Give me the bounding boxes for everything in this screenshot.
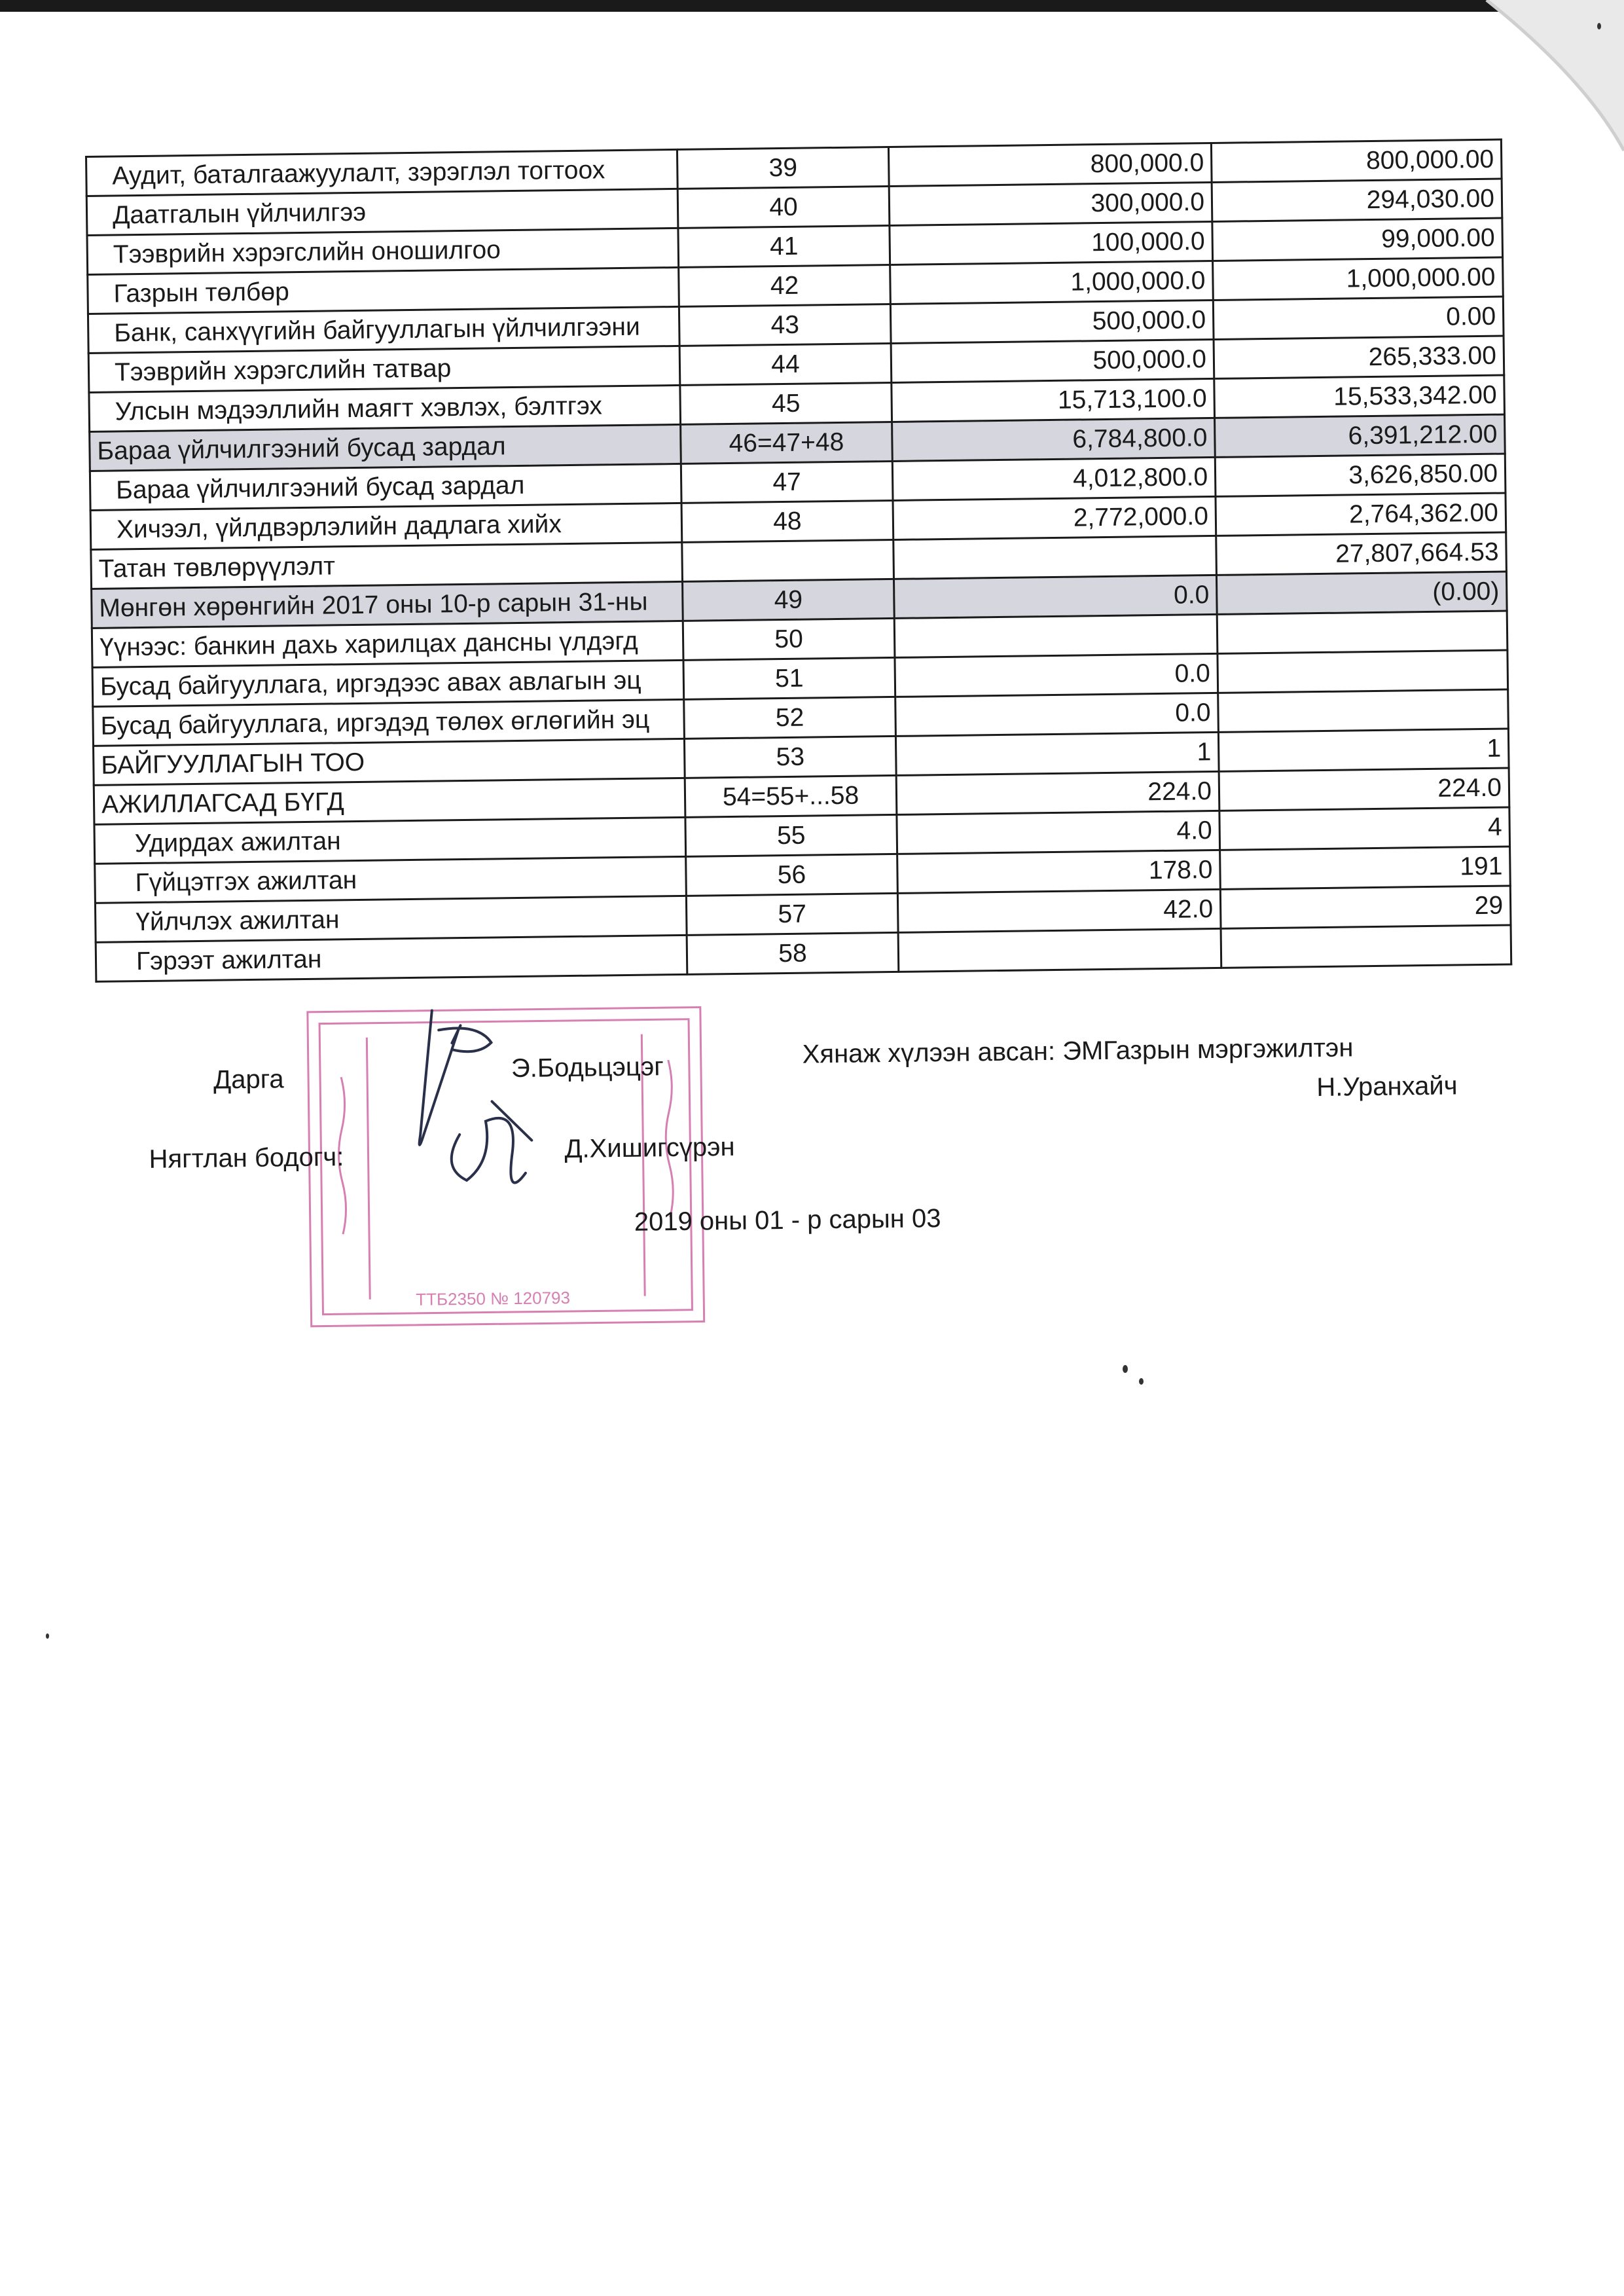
row-code [679, 343, 892, 385]
row-actual-value-text: 15,533,342.00 [1333, 380, 1497, 411]
row-name [87, 228, 679, 274]
row-actual-value-text: 1 [1487, 734, 1502, 763]
head-name: Э.Бодьцэцэг [511, 1052, 664, 1084]
scan-speck [1123, 1365, 1128, 1373]
scan-speck [1597, 23, 1601, 29]
row-plan-value [895, 693, 1219, 736]
row-actual-value [1221, 925, 1511, 968]
row-plan-value [894, 614, 1218, 657]
row-name [92, 581, 683, 628]
row-code [685, 775, 897, 817]
row-actual-value-text: 191 [1460, 852, 1503, 881]
row-code [678, 225, 890, 267]
row-name-text: Мөнгөн хөрөнгийн 2017 оны 10-р сарын 31-ны [99, 587, 648, 623]
row-plan-value-text: 1,000,000.0 [1070, 266, 1206, 297]
row-name [86, 189, 678, 235]
row-actual-value [1213, 297, 1504, 339]
row-actual-value [1216, 572, 1507, 614]
row-code-text: 55 [776, 821, 806, 850]
row-code [685, 814, 897, 856]
row-plan-value-text: 0.0 [1173, 580, 1210, 610]
row-name [90, 464, 681, 510]
row-name-text: Тээврийн хэрэгслийн татвар [114, 354, 452, 386]
row-actual-value-text: 3,626,850.00 [1348, 459, 1498, 489]
row-plan-value-text: 0.0 [1174, 659, 1211, 688]
row-actual-value [1215, 454, 1506, 496]
row-plan-value-text: 178.0 [1148, 855, 1213, 884]
row-code-text: 48 [772, 507, 802, 536]
row-plan-value [892, 378, 1215, 422]
row-plan-value [890, 300, 1214, 343]
row-code-text: 56 [777, 860, 806, 889]
report-sheet [85, 139, 1502, 983]
row-plan-value-text: 300,000.0 [1091, 187, 1205, 217]
row-plan-value [889, 182, 1212, 225]
row-actual-value-text: 224.0 [1437, 773, 1502, 803]
row-plan-value-text: 500,000.0 [1092, 344, 1207, 374]
row-plan-value-text: 4,012,800.0 [1072, 462, 1208, 493]
row-name [96, 935, 687, 981]
reviewed-label: Хянаж хүлээн авсан: ЭМГазрын мэргэжилтэн [802, 1033, 1354, 1069]
row-code [683, 657, 895, 699]
row-plan-value-text: 4.0 [1176, 816, 1212, 845]
row-name-text: Бараа үйлчилгээний бусад зардал [97, 431, 506, 465]
row-actual-value-text: 294,030.00 [1366, 184, 1495, 214]
row-actual-value-text: 265,333.00 [1368, 341, 1497, 371]
row-code [681, 422, 893, 464]
row-code [679, 304, 891, 346]
row-code-text: 52 [775, 703, 804, 732]
row-code-text: 39 [768, 153, 798, 182]
row-code [686, 893, 898, 935]
row-name [90, 503, 682, 549]
row-code-text: 40 [769, 192, 798, 221]
row-actual-value [1220, 847, 1511, 889]
row-actual-value [1218, 689, 1509, 732]
row-name [93, 699, 685, 746]
row-actual-value-text: 1,000,000.00 [1346, 263, 1496, 293]
row-name [88, 267, 679, 314]
reviewer-name: Н.Уранхайч [1316, 1071, 1458, 1102]
row-name-text: АЖИЛЛАГСАД БҮГД [101, 787, 345, 819]
row-name-text: Гүйцэтгэх ажилтан [135, 866, 357, 897]
row-name-text: Бусад байгууллага, иргэдэд төлөх өглөгийн эц [100, 705, 650, 740]
row-plan-value-text: 15,713,100.0 [1057, 384, 1207, 414]
row-code [687, 932, 899, 974]
row-code [679, 264, 891, 306]
row-actual-value [1214, 336, 1504, 378]
accountant-label: Нягтлан бодогч: [149, 1142, 344, 1174]
row-actual-value-text: 6,391,212.00 [1348, 420, 1498, 450]
row-actual-value-text: 29 [1474, 891, 1504, 920]
row-name-text: Татан төвлөрүүлэлт [98, 551, 336, 583]
row-plan-value-text: 500,000.0 [1092, 305, 1206, 335]
row-code-text: 44 [771, 350, 800, 378]
row-plan-value [890, 221, 1213, 264]
row-name-text: Банк, санхүүгийн байгууллагын үйлчилгээни [114, 312, 640, 347]
row-plan-value [897, 811, 1220, 854]
handwritten-signature [360, 1002, 611, 1214]
row-actual-value [1220, 886, 1511, 928]
row-name-text: Улсын мэдээллийн маягт хэвлэх, бэлтгэх [115, 391, 603, 426]
row-plan-value-text: 42.0 [1163, 894, 1214, 924]
row-plan-value-text: 100,000.0 [1091, 227, 1205, 257]
row-code [680, 382, 892, 424]
row-code-text: 58 [778, 939, 807, 968]
row-name-text: Газрын төлбөр [113, 277, 290, 308]
row-code-text: 42 [770, 271, 799, 300]
row-plan-value [891, 339, 1214, 382]
row-name [89, 385, 681, 431]
row-name [88, 306, 679, 353]
row-code [681, 461, 893, 503]
row-code-text: 53 [776, 742, 805, 771]
accountant-name: Д.Хишигсүрэн [564, 1132, 735, 1164]
scan-speck [46, 1633, 49, 1639]
head-label: Дарга [213, 1065, 284, 1095]
row-code [682, 539, 894, 581]
row-code-text: 46=47+48 [729, 428, 844, 458]
row-plan-value [898, 928, 1221, 972]
row-plan-value [893, 496, 1216, 539]
row-plan-value [888, 143, 1212, 186]
row-name [90, 424, 681, 471]
row-plan-value [895, 732, 1219, 775]
row-actual-value [1216, 532, 1507, 575]
row-name-text: Аудит, баталгаажуулалт, зэрэглэл тогтоох [112, 155, 605, 190]
row-actual-value [1216, 493, 1506, 536]
row-actual-value [1211, 139, 1502, 182]
row-code-text: 54=55+...58 [722, 781, 859, 811]
row-code [683, 618, 895, 660]
signature-block [85, 1004, 1529, 1336]
row-plan-value [895, 653, 1218, 697]
row-name [91, 542, 683, 589]
row-plan-value [890, 261, 1214, 304]
row-plan-value-text: 0.0 [1175, 698, 1211, 727]
row-name [95, 856, 687, 903]
row-name-text: Бараа үйлчилгээний бусад зардал [115, 471, 525, 504]
row-code-text: 57 [778, 900, 807, 928]
row-name [92, 621, 683, 667]
row-code [684, 697, 896, 738]
row-actual-value-text: 99,000.00 [1380, 223, 1495, 253]
row-actual-value [1214, 375, 1505, 418]
row-name-text: Гэрээт ажилтан [135, 945, 322, 975]
row-name-text: Хичээл, үйлдвэрлэлийн дадлага хийх [116, 509, 562, 543]
row-plan-value [893, 575, 1217, 618]
row-code [677, 186, 890, 228]
row-name-text: Даатгалын үйлчилгээ [112, 198, 367, 229]
row-actual-value [1212, 179, 1502, 221]
row-plan-value-text: 224.0 [1147, 776, 1212, 806]
row-code-text: 47 [772, 467, 802, 496]
row-code [683, 579, 895, 621]
row-code-text: 43 [770, 310, 800, 339]
row-code [686, 854, 898, 896]
stamp-text: ТТБ2350 № 120793 [416, 1287, 571, 1309]
row-actual-value [1212, 218, 1503, 261]
row-code [681, 500, 893, 542]
row-plan-value-text: 800,000.0 [1090, 148, 1204, 178]
row-name [88, 346, 680, 392]
scan-speck [1139, 1378, 1144, 1385]
report-table [85, 139, 1512, 983]
row-name [94, 817, 686, 864]
row-plan-value [892, 457, 1216, 500]
row-actual-value-text: 27,807,664.53 [1335, 538, 1499, 568]
row-code-text: 41 [769, 232, 799, 261]
row-plan-value-text: 2,772,000.0 [1073, 501, 1209, 532]
row-name [94, 738, 685, 785]
row-actual-value-text: 2,764,362.00 [1348, 498, 1499, 528]
scan-top-edge [0, 0, 1624, 12]
row-name-text: Удирдах ажилтан [134, 826, 341, 858]
row-plan-value [893, 536, 1217, 579]
row-code [677, 147, 889, 189]
row-actual-value [1219, 807, 1510, 850]
row-actual-value [1219, 768, 1509, 811]
row-name [95, 896, 687, 942]
row-plan-value [897, 889, 1221, 932]
row-plan-value [892, 418, 1216, 461]
row-name [94, 778, 685, 824]
row-actual-value [1218, 729, 1509, 771]
row-plan-value [897, 850, 1221, 893]
row-name-text: БАЙГУУЛЛАГЫН ТОО [101, 748, 365, 780]
row-name-text: Үүнээс: банкин дахь харилцах дансны үлдэгд [99, 627, 638, 662]
row-name [86, 149, 678, 196]
row-code-text: 50 [774, 625, 804, 653]
row-plan-value-text: 1 [1197, 737, 1212, 766]
row-actual-value [1215, 414, 1506, 457]
row-code [684, 736, 896, 778]
row-actual-value-text: 4 [1487, 812, 1502, 841]
row-actual-value-text: (0.00) [1432, 577, 1500, 606]
row-plan-value-text: 6,784,800.0 [1072, 423, 1208, 454]
row-actual-value-text: 0.00 [1445, 302, 1496, 331]
row-code-text: 45 [771, 389, 801, 418]
document-date: 2019 оны 01 - р сарын 03 [634, 1204, 941, 1237]
row-actual-value-text: 800,000.00 [1365, 145, 1494, 175]
row-name [92, 660, 684, 706]
row-name-text: Тээврийн хэрэгслийн оношилгоо [113, 235, 501, 268]
row-plan-value [896, 771, 1219, 814]
row-code-text: 49 [774, 585, 803, 614]
row-name-text: Бусад байгууллага, иргэдээс авах авлагын эц [99, 666, 641, 701]
row-name-text: Үйлчлэх ажилтан [135, 905, 340, 936]
row-code-text: 51 [774, 664, 804, 693]
row-actual-value [1217, 611, 1507, 653]
row-actual-value [1218, 650, 1508, 693]
row-actual-value [1213, 257, 1504, 300]
